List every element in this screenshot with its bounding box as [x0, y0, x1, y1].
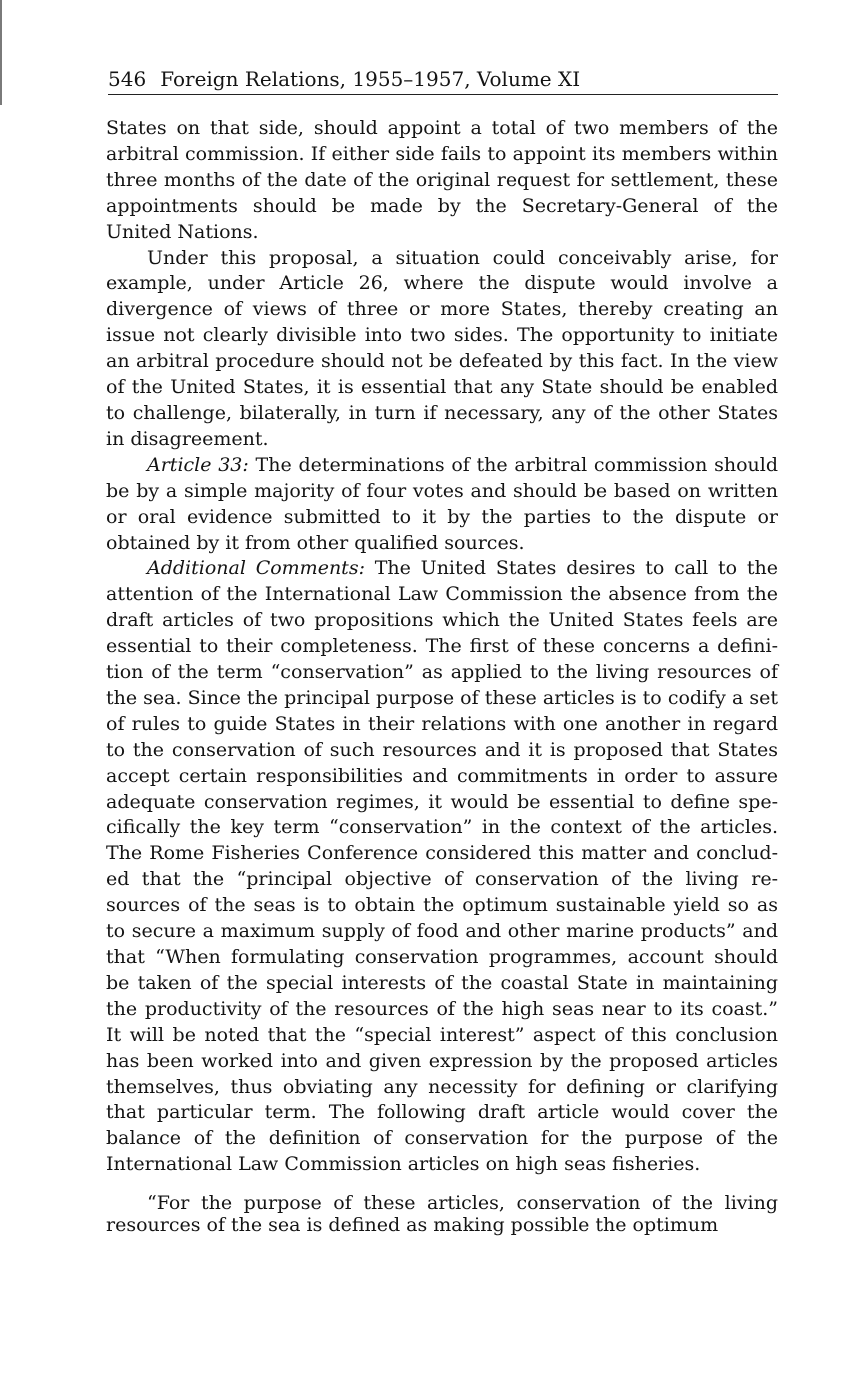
body-text [106, 116, 778, 1236]
paragraph-article-33 [106, 453, 778, 557]
paragraph-additional-comments [106, 556, 778, 1178]
paragraph-arbitral-appointments [106, 116, 778, 246]
quoted-definition [106, 1192, 778, 1236]
paragraph-article-26-proposal [106, 246, 778, 453]
paragraph-text: States on that side, should appoint a total of two members of the arbitral commission. If either side fails to appoint its members within three months of the date of the original request for settlement, these appointments should be made by the Secretary-General of the United Nations. [106, 117, 778, 243]
paragraph-text: The determinations of the arbitral commission should be by a simple majority of four votes and should be based on written or oral evidence submitted to it by the parties to the dispute or obtained by it from other qualified sources. [106, 453, 778, 554]
paragraph-lead: Additional Comments: [147, 557, 365, 580]
paragraph-lead: Article 33: [147, 453, 249, 476]
page-number: 546 [108, 67, 147, 91]
running-header [108, 64, 778, 95]
paragraph-text: Under this proposal, a situation could conceivably arise, for example, under Article 26, where the dispute would involve a divergence of views of three or more States, thereby creating an issue not clearly divisible into two sides. The opportunity to initiate an arbitral procedure should not be defeated by this fact. In the view of the United States, it is essential that any State should be enabled to challenge, bilaterally, in turn if necessary, any of the other States in disagreement. [106, 246, 778, 450]
page-edge-rule [0, 0, 2, 105]
volume-title: Foreign Relations, 1955–1957, Volume XI [160, 67, 581, 91]
quote-text: “For the purpose of these articles, conservation of the living resources of the sea is defined as making possible the optimum [106, 1192, 778, 1237]
paragraph-text: The United States desires to call to the attention of the International Law Commission the absence from the draft articles of two propositions which the United States feels are essential to their completeness. The first of these concerns a definition of the term “conservation” as applied to the living resources of the sea. Since the principal purpose of these articles is to codify a set of rules to guide States in their relations with one another in regard to the conservation of such resources and it is proposed that States accept certain responsibilities and commitments in order to assure adequate conservation regimes, it would be essential to define specifically the key term “conservation” in the context of the articles. The Rome Fisheries Conference considered this matter and concluded that the “principal objective of conservation of the living resources of the seas is to obtain the optimum sustainable yield so as to secure a maximum supply of food and other marine products” and that “When formulating conservation programmes, account should be taken of the special interests of the coastal State in maintaining the productivity of the resources of the high seas near to its coast.” It will be noted that the “special interest” aspect of this conclusion has been worked into and given expression by the proposed articles themselves, thus obviating any necessity for defining or clarifying that particular term. The following draft article would cover the balance of the definition of conservation for the purpose of the International Law Commission articles on high seas fisheries. [106, 557, 778, 1176]
